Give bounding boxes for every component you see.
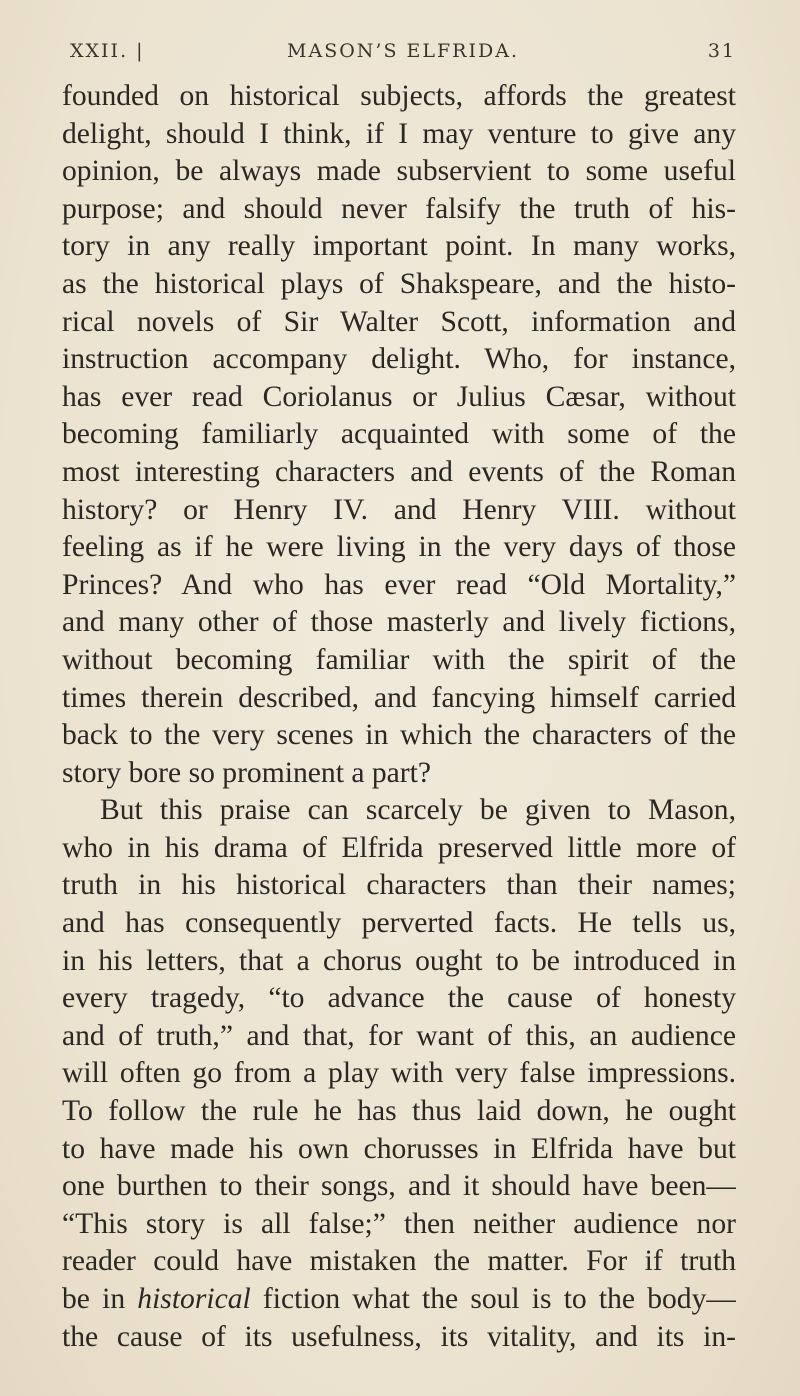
text-line: to have made his own chorusses in Elfrida have but bbox=[62, 1132, 736, 1165]
text-line: times therein described, and fancying himself carried bbox=[62, 681, 736, 714]
text-line: truth in his historical characters than their names; bbox=[62, 869, 736, 902]
running-header bbox=[70, 40, 736, 70]
text-line: delight, should I think, if I may venture to give any bbox=[62, 117, 736, 150]
text-line: opinion, be always made subservient to some useful bbox=[62, 155, 736, 188]
text-line: every tragedy, “to advance the cause of honesty bbox=[62, 982, 736, 1015]
section-number: XXII. | bbox=[70, 40, 145, 62]
text-line: who in his drama of Elfrida preserved little more of bbox=[62, 831, 736, 864]
text-line: story bore so prominent a part? bbox=[62, 756, 431, 789]
text-line: Princes? And who has ever read “Old Mortality,” bbox=[62, 568, 736, 601]
text-line: history? or Henry IV. and Henry VIII. without bbox=[62, 493, 736, 526]
text-line: To follow the rule he has thus laid down, he ought bbox=[62, 1095, 736, 1128]
text-line: founded on historical subjects, affords the greatest bbox=[62, 80, 736, 112]
text-line: But this praise can scarcely be given to Mason, bbox=[100, 794, 736, 827]
text-line: will often go from a play with very false impressions. bbox=[62, 1057, 736, 1090]
text-line: most interesting characters and events of the Roman bbox=[62, 455, 736, 488]
text-line: has ever read Coriolanus or Julius Cæsar, without bbox=[62, 380, 736, 413]
running-title: MASON’S ELFRIDA. bbox=[287, 40, 519, 62]
text-line: tory in any really important point. In many works, bbox=[62, 230, 736, 263]
body-text bbox=[62, 78, 736, 1356]
text-line: back to the very scenes in which the characters of the bbox=[62, 719, 736, 752]
text-line: the cause of its usefulness, its vitality, and its in- bbox=[62, 1320, 736, 1353]
page-number: 31 bbox=[707, 40, 736, 62]
text-line: as the historical plays of Shakspeare, and the histo- bbox=[62, 267, 736, 300]
text-line: and has consequently perverted facts. He tells us, bbox=[62, 907, 736, 940]
text-line: feeling as if he were living in the very days of those bbox=[62, 531, 736, 564]
text-line: rical novels of Sir Walter Scott, information and bbox=[62, 305, 736, 338]
text-line: one burthen to their songs, and it should have been— bbox=[62, 1170, 736, 1203]
text-line: “This story is all false;” then neither audience nor bbox=[62, 1207, 736, 1240]
text-line: becoming familiarly acquainted with some of the bbox=[62, 418, 736, 451]
text-line: and of truth,” and that, for want of this, an audience bbox=[62, 1019, 736, 1052]
text-line: instruction accompany delight. Who, for instance, bbox=[62, 343, 736, 376]
text-line: be in historical fiction what the soul is to the body— bbox=[62, 1283, 736, 1315]
text-line: without becoming familiar with the spirit of the bbox=[62, 643, 736, 676]
text-line: and many other of those masterly and lively fictions, bbox=[62, 606, 736, 639]
text-line: in his letters, that a chorus ought to be introduced in bbox=[62, 944, 736, 977]
text-line: reader could have mistaken the matter. For if truth bbox=[62, 1245, 736, 1278]
text-line: purpose; and should never falsify the truth of his- bbox=[62, 192, 736, 225]
